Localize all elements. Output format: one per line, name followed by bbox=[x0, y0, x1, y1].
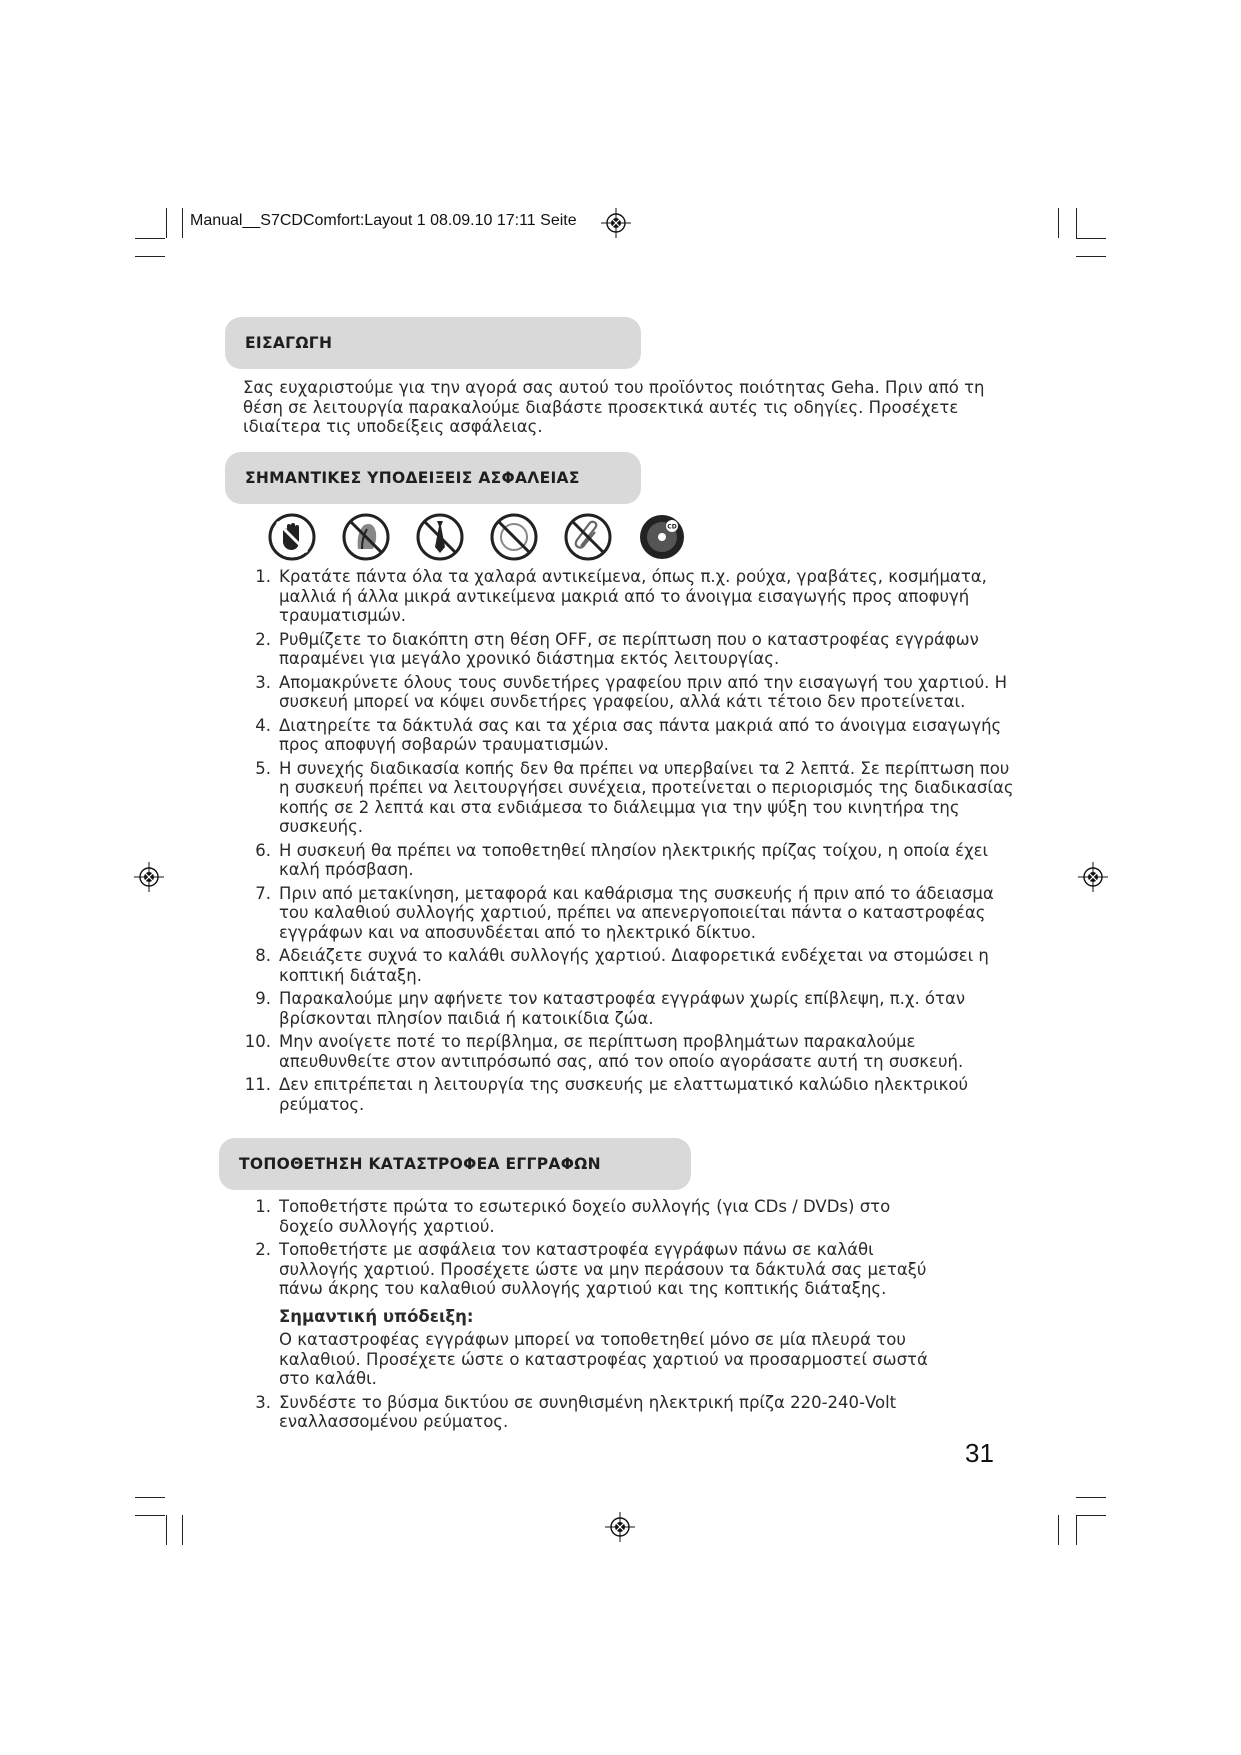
item-number: 6. bbox=[255, 840, 271, 860]
setup-list bbox=[235, 1197, 935, 1436]
crop-mark bbox=[1076, 1497, 1106, 1498]
crop-mark bbox=[1076, 238, 1106, 239]
registration-mark-icon bbox=[605, 1512, 635, 1542]
safety-list bbox=[235, 567, 1015, 1118]
crop-mark bbox=[135, 1497, 165, 1498]
print-slug: Manual__S7CDComfort:Layout 1 08.09.10 17:11 Seite bbox=[190, 212, 577, 229]
note-text: Ο καταστροφέας εγγράφων μπορεί να τοποθετηθεί μόνο σε μία πλευρά του καλαθιού. Προσέχετε ώστε ο καταστροφέας χαρτιού να προσαρμοστεί σωστά στο καλάθι. bbox=[279, 1330, 928, 1388]
item-number: 1. bbox=[255, 567, 271, 586]
item-text: Απομακρύνετε όλους τους συνδετήρες γραφείου πριν από την εισαγωγή του χαρτιού. Η συσκευή μπορεί να κόψει συνδετήρες γραφείου, αλλά κάτι τέτοιο δεν προτείνεται. bbox=[279, 672, 1008, 711]
item-number: 9. bbox=[255, 989, 271, 1008]
item-text: Παρακαλούμε μην αφήνετε τον καταστροφέα εγγράφων χωρίς επίβλεψη, π.χ. όταν βρίσκονται πλησίον παιδιά ή κατοικίδια ζώα. bbox=[279, 989, 966, 1028]
item-number: 8. bbox=[255, 946, 271, 965]
list-item bbox=[235, 1393, 935, 1432]
item-number: 2. bbox=[255, 1240, 271, 1259]
item-number: 7. bbox=[255, 883, 271, 903]
item-text: Αδειάζετε συχνά το καλάθι συλλογής χαρτιού. Διαφορετικά ενδέχεται να στομώσει η κοπτική διάταξη. bbox=[279, 946, 989, 985]
no-paperclip-icon bbox=[562, 511, 614, 563]
item-text: Τοποθετήστε με ασφάλεια τον καταστροφέα εγγράφων πάνω σε καλάθι συλλογής χαρτιού. Προσέχετε ώστε να μην περάσουν τα δάκτυλά σας μεταξύ πάνω άκρης του καλαθιού συλλογής χαρτιού και της κοπτικής διάταξης. bbox=[279, 1240, 927, 1298]
no-tie-icon bbox=[414, 511, 466, 563]
crop-mark bbox=[182, 208, 183, 238]
note-title: Σημαντική υπόδειξη: bbox=[279, 1306, 474, 1326]
svg-text:CD: CD bbox=[667, 523, 677, 531]
item-number: 3. bbox=[255, 1392, 271, 1412]
intro-text: Σας ευχαριστούμε για την αγορά σας αυτού του προϊόντος ποιότητας Geha. Πριν από τη θέση σε λειτουργία παρακαλούμε διαβάστε προσεκτικά αυτές τις οδηγίες. Προσέχετε ιδιαίτερα τις υποδείξεις ασφάλειας. bbox=[243, 378, 985, 436]
crop-mark bbox=[135, 238, 165, 239]
registration-mark-icon bbox=[1078, 862, 1108, 892]
registration-mark-icon bbox=[601, 208, 631, 238]
crop-mark bbox=[1076, 256, 1106, 257]
item-text: Τοποθετήστε πρώτα το εσωτερικό δοχείο συλλογής (για CDs / DVDs) στο δοχείο συλλογής χαρτιού. bbox=[279, 1197, 891, 1236]
item-number: 11. bbox=[244, 1075, 271, 1094]
item-text: Ρυθμίζετε το διακόπτη στη θέση OFF, σε περίπτωση που ο καταστροφέας εγγράφων παραμένει για μεγάλο χρονικό διάστημα εκτός λειτουργίας. bbox=[279, 629, 979, 668]
crop-mark bbox=[166, 208, 167, 238]
setup-heading: ΤΟΠΟΘΕΤΗΣΗ ΚΑΤΑΣΤΡΟΦΕΑ ΕΓΓΡΑΦΩΝ bbox=[219, 1138, 691, 1190]
item-text: Η συσκευή θα πρέπει να τοποθετηθεί πλησίον ηλεκτρικής πρίζας τοίχου, η οποία έχει καλή πρόσβαση. bbox=[279, 840, 989, 879]
crop-mark bbox=[166, 1515, 167, 1545]
item-text: Μην ανοίγετε ποτέ το περίβλημα, σε περίπτωση προβλημάτων παρακαλούμε απευθυνθείτε στον αντιπρόσωπό σας, από τον οποίο αγοράσατε αυτή τη συσκευή. bbox=[279, 1032, 964, 1071]
list-item bbox=[235, 1197, 935, 1236]
item-number: 10. bbox=[244, 1032, 271, 1051]
list-item bbox=[235, 1032, 1015, 1071]
crop-mark bbox=[182, 1515, 183, 1545]
registration-mark-icon bbox=[134, 862, 164, 892]
list-item bbox=[235, 1075, 1015, 1114]
intro-heading: ΕΙΣΑΓΩΓΗ bbox=[225, 317, 641, 369]
no-hands-icon bbox=[266, 511, 318, 563]
item-number: 4. bbox=[255, 715, 271, 735]
list-item bbox=[235, 946, 1015, 985]
item-text: Διατηρείτε τα δάκτυλά σας και τα χέρια σας πάντα μακριά από το άνοιγμα εισαγωγής προς αποφυγή σοβαρών τραυματισμών. bbox=[279, 715, 1002, 754]
crop-mark bbox=[1076, 1515, 1106, 1516]
item-number: 2. bbox=[255, 629, 271, 649]
list-item bbox=[235, 716, 1015, 755]
page-number: 31 bbox=[965, 1438, 994, 1468]
no-jewelry-icon bbox=[488, 511, 540, 563]
list-item bbox=[235, 759, 1015, 837]
list-item bbox=[235, 630, 1015, 669]
item-number: 5. bbox=[255, 758, 271, 778]
crop-mark bbox=[135, 256, 165, 257]
safety-icons-row bbox=[266, 511, 696, 563]
item-text: Συνδέστε το βύσμα δικτύου σε συνηθισμένη ηλεκτρική πρίζα 220-240-Volt εναλλασσομένου ρεύματος. bbox=[279, 1392, 897, 1431]
item-number: 3. bbox=[255, 672, 271, 692]
list-item bbox=[235, 567, 1015, 626]
list-item bbox=[235, 989, 1015, 1028]
item-text: Δεν επιτρέπεται η λειτουργία της συσκευής με ελαττωματικό καλώδιο ηλεκτρικού ρεύματος. bbox=[279, 1075, 969, 1114]
list-item bbox=[235, 884, 1015, 943]
crop-mark bbox=[135, 1515, 165, 1516]
crop-mark bbox=[1076, 208, 1077, 238]
item-text: Πριν από μετακίνηση, μεταφορά και καθάρισμα της συσκευής ή πριν από το άδειασμα του καλαθιού συλλογής χαρτιού, πρέπει να απενεργοποιείται πάντα ο καταστροφέας εγγράφων και να αποσυνδέεται από το ηλεκτρικό δίκτυο. bbox=[279, 883, 994, 942]
safety-heading: ΣΗΜΑΝΤΙΚΕΣ ΥΠΟΔΕΙΞΕΙΣ ΑΣΦΑΛΕΙΑΣ bbox=[225, 452, 641, 504]
crop-mark bbox=[1076, 1515, 1077, 1545]
list-item bbox=[235, 673, 1015, 712]
no-cd-icon bbox=[636, 511, 688, 563]
item-text: Κρατάτε πάντα όλα τα χαλαρά αντικείμενα, όπως π.χ. ρούχα, γραβάτες, κοσμήματα, μαλλιά ή άλλα μικρά αντικείμενα μακριά από το άνοιγμα εισαγωγής προς αποφυγή τραυματισμών. bbox=[279, 567, 987, 625]
list-item bbox=[235, 841, 1015, 880]
crop-mark bbox=[1058, 208, 1059, 238]
item-text: Η συνεχής διαδικασία κοπής δεν θα πρέπει να υπερβαίνει τα 2 λεπτά. Σε περίπτωση που η συσκευή πρέπει να λειτουργήσει συνέχεια, προτείνεται ο περιορισμός της διαδικασίας κοπής σε 2 λεπτά και στα ενδιάμεσα το διάλειμμα για την ψύξη του κινητήρα της συσκευής. bbox=[279, 758, 1014, 836]
list-item bbox=[235, 1240, 935, 1389]
item-number: 1. bbox=[255, 1197, 271, 1216]
no-hair-icon bbox=[340, 511, 392, 563]
crop-mark bbox=[1058, 1515, 1059, 1545]
